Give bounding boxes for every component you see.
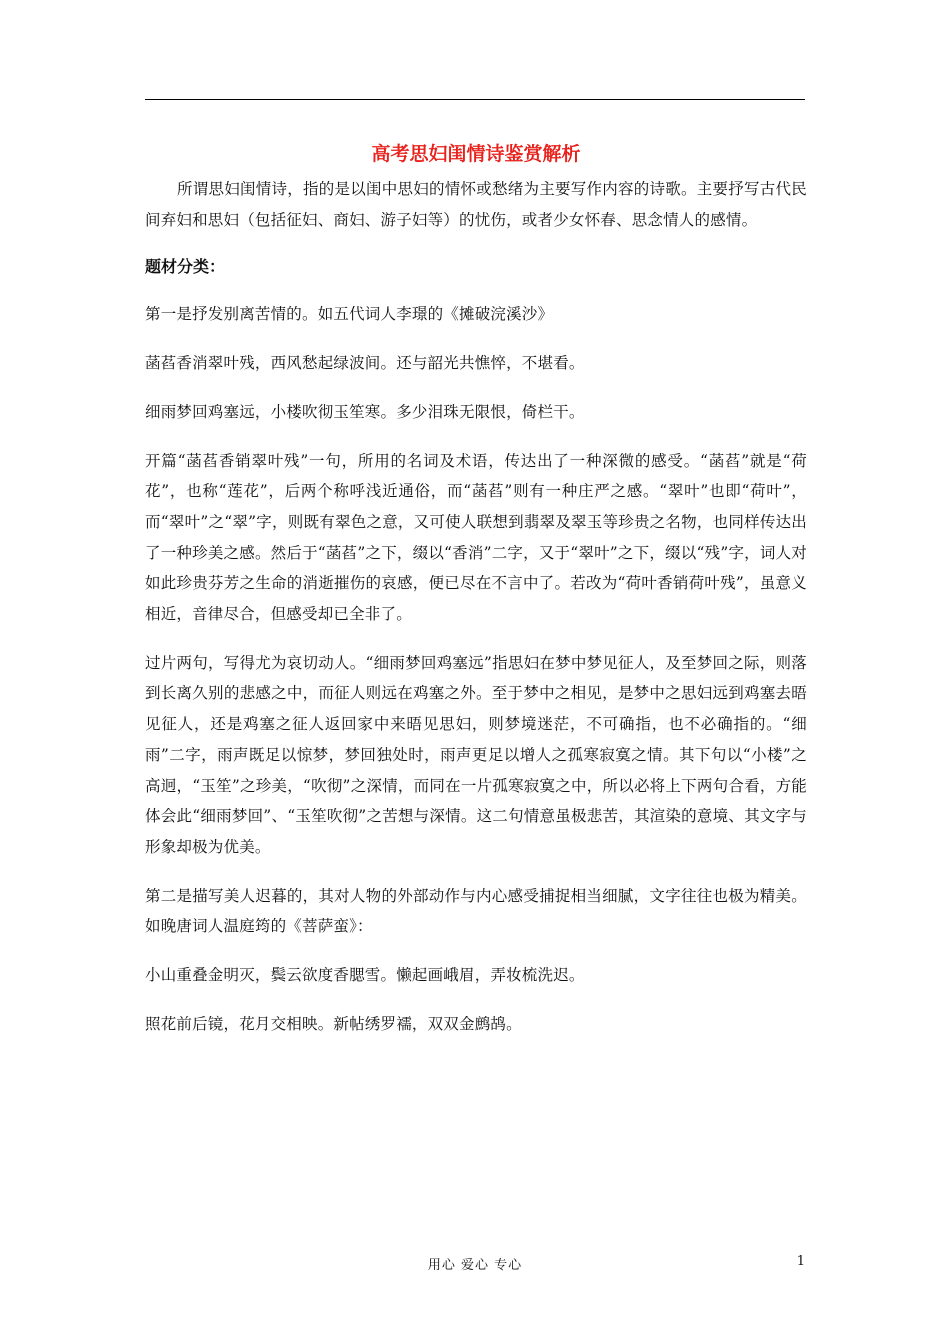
analysis-paragraph: 过片两句，写得尤为哀切动人。“细雨梦回鸡塞远”指思妇在梦中梦见征人，及至梦回之际，则落到长离久别的悲感之中，而征人则远在鸡塞之外。至于梦中之相见，是梦中之思妇远到鸡塞去晤见征人，还是鸡塞之征人返回家中来晤见思妇，则梦境迷茫，不可确指，也不必确指的。“细雨”二字，雨声既足以惊梦，梦回独处时，雨声更足以增人之孤寒寂寞之情。其下句以“小楼”之高迥，“玉笙”之珍美，“吹彻”之深情，而同在一片孤寒寂寞之中，所以必将上下两句合看，方能体会此“细雨梦回”、“玉笙吹彻”之苦想与深情。这二句情意虽极悲苦，其渲染的意境、其文字与形象却极为优美。 — [145, 653, 807, 856]
header-rule — [145, 99, 805, 100]
poem-line: 照花前后镜，花月交相映。新帖绣罗襦，双双金鹧鸪。 — [145, 1014, 522, 1033]
document-body — [145, 136, 807, 1057]
paragraph-category-one: 第一是抒发别离苦情的。如五代词人李璟的《摊破浣溪沙》 — [145, 305, 554, 324]
poem-line: 菡萏香消翠叶残，西风愁起绿波间。还与韶光共憔悴，不堪看。 — [145, 354, 585, 373]
intro-paragraph: 所谓思妇闺情诗，指的是以闺中思妇的情怀或愁绪为主要写作内容的诗歌。主要抒写古代民间弃妇和思妇（包括征妇、商妇、游子妇等）的忧伤，或者少女怀春、思念情人的感情。 — [145, 180, 807, 229]
paragraph-category-two: 第二是描写美人迟暮的，其对人物的外部动作与内心感受捕捉相当细腻，文字往往也极为精美。如晚唐词人温庭筠的《菩萨蛮》： — [145, 886, 807, 936]
analysis-paragraph: 开篇“菡萏香销翠叶残”一句，所用的名词及术语，传达出了一种深微的感受。“菡萏”就是“荷花”，也称“莲花”，后两个称呼浅近通俗，而“菡萏”则有一种庄严之感。“翠叶”也即“荷叶”，而“翠叶”之“翠”字，则既有翠色之意，又可使人联想到翡翠及翠玉等珍贵之名物，也同样传达出了一种珍美之感。然后于“菡萏”之下，缀以“香消”二字，又于“翠叶”之下，缀以“残”字，词人对如此珍贵芬芳之生命的消逝摧伤的哀感，便已尽在不言中了。若改为“荷叶香销荷叶残”，虽意义相近，音律尽合，但感受却已全非了。 — [145, 451, 807, 624]
document-title: 高考思妇闺情诗鉴赏解析 — [371, 143, 581, 165]
poem-line: 小山重叠金明灭，鬓云欲度香腮雪。懒起画峨眉，弄妆梳洗迟。 — [145, 966, 585, 985]
page-footer — [0, 1250, 950, 1276]
page-number: 1 — [796, 1254, 805, 1269]
poem-line: 细雨梦回鸡塞远，小楼吹彻玉笙寒。多少泪珠无限恨，倚栏干。 — [145, 402, 585, 421]
section-heading: 题材分类： — [145, 257, 226, 277]
footer-motto: 用心 爱心 专心 — [427, 1258, 523, 1273]
